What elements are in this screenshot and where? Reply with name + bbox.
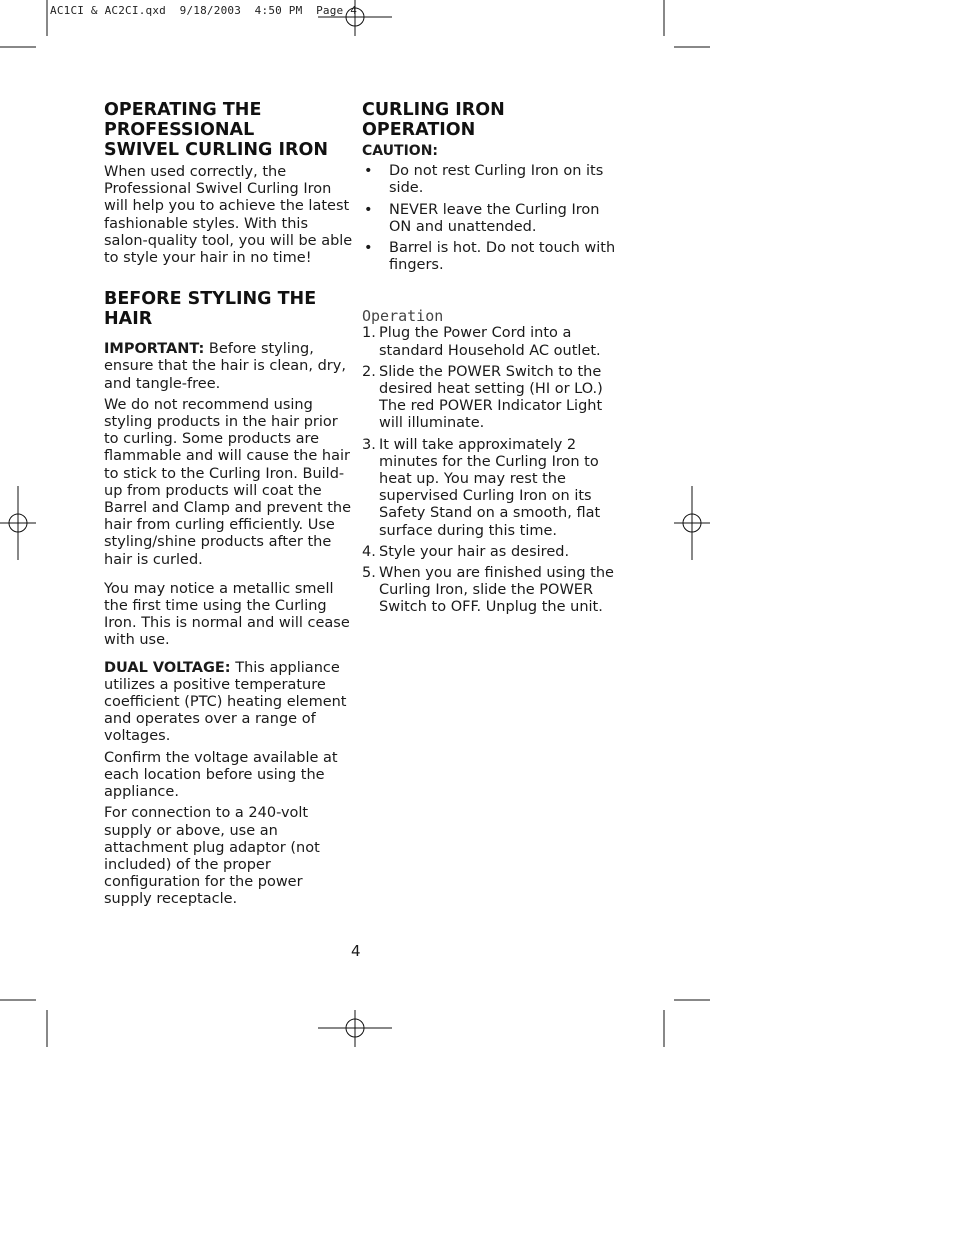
operation-subheading: Operation bbox=[362, 307, 444, 326]
smell-paragraph: You may notice a metallic smell the first time using the Curling Iron. This is normal and will cease with use. bbox=[104, 580, 350, 649]
operation-steps bbox=[362, 325, 622, 616]
right-column bbox=[362, 100, 622, 621]
bullet-icon: • bbox=[364, 201, 373, 218]
intro-paragraph: When used correctly, the Professional Swivel Curling Iron will help you to achieve the latest fashionable styles. With this salon-quality tool, you will be able to style your hair in no time! bbox=[104, 164, 353, 267]
confirm-voltage-paragraph: Confirm the voltage available at each location before using the appliance. bbox=[104, 749, 338, 801]
print-slug: AC1CI & AC2CI.qxd 9/18/2003 4:50 PM Page 4 bbox=[50, 4, 358, 17]
caution-list bbox=[362, 163, 622, 274]
dual-voltage-label: DUAL VOLTAGE: bbox=[104, 659, 231, 676]
heading-before-styling: BEFORE STYLING THE HAIR bbox=[104, 289, 317, 330]
connection-paragraph: For connection to a 240-volt supply or above, use an attachment plug adaptor (not included) of the proper configuration for the power supply receptacle. bbox=[104, 805, 320, 908]
dual-voltage-paragraph: DUAL VOLTAGE: This appliance utilizes a positive temperature coefficient (PTC) heating element and operates over a range of voltages. bbox=[104, 659, 347, 745]
important-paragraph: IMPORTANT: Before styling, ensure that the hair is clean, dry, and tangle-free. bbox=[104, 341, 346, 392]
page-number: 4 bbox=[351, 942, 361, 960]
recommend-paragraph: We do not recommend using styling products in the hair prior to curling. Some products are flammable and will cause the hair to stick to the Curling Iron. Build-up from products will coat the Barrel and Clamp and prevent the hair from curling efficiently. Use styling/shine products after the hair is curled. bbox=[104, 396, 352, 568]
list-item: 4. Style your hair as desired. bbox=[362, 543, 570, 560]
list-item: 5. When you are finished using the Curling Iron, slide the POWER Switch to OFF. Unplug the unit. bbox=[362, 565, 614, 616]
registration-mark-left bbox=[0, 486, 36, 560]
list-item: 3. It will take approximately 2 minutes for the Curling Iron to heat up. You may rest the supervised Curling Iron on its Safety Stand on a smooth, flat surface during this time. bbox=[362, 436, 601, 539]
registration-mark-top bbox=[318, 0, 392, 36]
bullet-icon: • bbox=[364, 163, 373, 180]
list-item: 2. Slide the POWER Switch to the desired heat setting (HI or LO.) The red POWER Indicator Light will illuminate. bbox=[362, 363, 603, 432]
heading-curling-iron-operation: CURLING IRON OPERATION bbox=[362, 100, 505, 140]
list-item: • Barrel is hot. Do not touch with fingers. bbox=[364, 240, 616, 274]
list-item: • NEVER leave the Curling Iron ON and unattended. bbox=[364, 201, 600, 235]
important-label: IMPORTANT: bbox=[104, 341, 205, 358]
registration-mark-bottom bbox=[318, 1010, 392, 1047]
list-item: 1. Plug the Power Cord into a standard Household AC outlet. bbox=[362, 325, 601, 359]
registration-mark-right bbox=[674, 486, 710, 560]
list-item: • Do not rest Curling Iron on its side. bbox=[364, 163, 604, 197]
left-column bbox=[104, 100, 354, 909]
bullet-icon: • bbox=[364, 240, 373, 257]
heading-operating-curling-iron: OPERATING THE PROFESSIONAL SWIVEL CURLING IRON bbox=[104, 100, 328, 160]
caution-label: CAUTION: bbox=[362, 143, 439, 159]
